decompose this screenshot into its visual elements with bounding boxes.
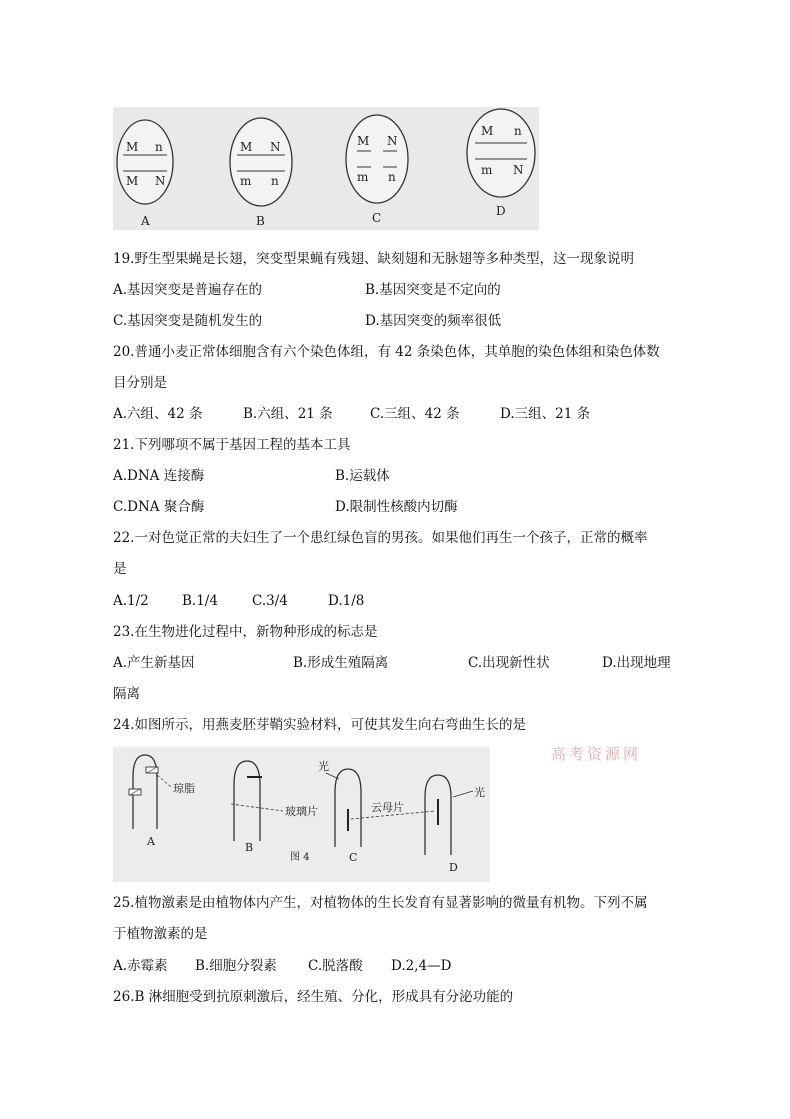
cell-a-tr: n — [155, 140, 163, 154]
light-label-c: 光 — [318, 760, 329, 773]
setup-label-d: D — [449, 861, 458, 874]
q21-option-c: C.DNA 聚合酶 — [113, 499, 205, 515]
q20-stem-line2: 目分别是 — [113, 375, 167, 391]
cell-c-tl: M — [357, 134, 370, 148]
q21-option-d: D.限制性核酸内切酶 — [335, 499, 458, 515]
cell-c-bl: m — [357, 170, 369, 184]
q26-stem: 26.B 淋细胞受到抗原刺激后，经生殖、分化，形成具有分泌功能的 — [113, 989, 514, 1005]
cell-b-tl: M — [240, 140, 253, 154]
q23-option-a: A.产生新基因 — [113, 655, 195, 671]
q23-option-b: B.形成生殖隔离 — [293, 655, 389, 671]
cell-a-br: N — [155, 174, 166, 188]
q19-option-a: A.基因突变是普遍存在的 — [113, 282, 263, 298]
cell-label-b: B — [256, 214, 265, 228]
chromosome-figure — [113, 107, 539, 230]
cell-d-tl: M — [481, 124, 494, 138]
q25-option-b: B.细胞分裂素 — [195, 958, 277, 974]
figure-caption: 图 4 — [290, 852, 310, 863]
cell-d-br: N — [513, 163, 524, 177]
q25-option-a: A.赤霉素 — [113, 958, 168, 974]
q20-option-c: C.三组、42 条 — [370, 406, 460, 422]
q22-option-a: A.1/2 — [113, 593, 149, 609]
setup-label-b: B — [245, 841, 254, 854]
coleoptile-figure — [113, 747, 490, 882]
q20-option-a: A.六组、42 条 — [113, 406, 203, 422]
cell-label-d: D — [496, 204, 506, 218]
q21-stem: 21.下列哪项不属于基因工程的基本工具 — [113, 437, 351, 453]
q21-option-b: B.运载体 — [335, 468, 390, 484]
q23-option-c: C.出现新性状 — [468, 655, 550, 671]
q19-stem: 19.野生型果蝇是长翅，突变型果蝇有残翅、缺刻翅和无脉翅等多种类型，这一现象说明 — [113, 251, 634, 267]
q22-option-b: B.1/4 — [182, 593, 218, 609]
cell-a-tl: M — [126, 140, 139, 154]
mica-label: 云母片 — [371, 801, 404, 814]
cell-label-a: A — [141, 214, 150, 228]
cell-d-tr: n — [514, 124, 522, 138]
q20-option-b: B.六组、21 条 — [243, 406, 333, 422]
q23-stem: 23.在生物进化过程中，新物种形成的标志是 — [113, 624, 378, 640]
cell-label-c: C — [372, 211, 382, 225]
q25-option-c: C.脱落酸 — [308, 958, 363, 974]
q19-option-c: C.基因突变是随机发生的 — [113, 313, 263, 329]
glass-label: 玻璃片 — [285, 805, 318, 818]
q23-option-d: D.出现地理 — [602, 655, 671, 671]
cell-d-bl: m — [481, 163, 493, 177]
q23-option-d-continued: 隔离 — [113, 686, 140, 702]
q25-stem-line1: 25.植物激素是由植物体内产生，对植物体的生长发育有显著影响的微量有机物。下列不属 — [113, 895, 648, 911]
q19-option-d: D.基因突变的频率很低 — [365, 313, 502, 329]
q22-stem-line1: 22.一对色觉正常的夫妇生了一个患红绿色盲的男孩。如果他们再生一个孩子，正常的概率 — [113, 530, 648, 546]
agar-label: 琼脂 — [173, 782, 195, 795]
cell-b-br: n — [271, 174, 279, 188]
q22-option-d: D.1/8 — [328, 593, 365, 609]
cell-c-br: n — [388, 170, 396, 184]
cell-b-tr: N — [270, 140, 281, 154]
q20-option-d: D.三组、21 条 — [500, 406, 591, 422]
cell-c-tr: N — [387, 134, 398, 148]
q25-option-d: D.2,4—D — [391, 958, 452, 974]
watermark: 高考资源网 — [551, 745, 642, 763]
q21-option-a: A.DNA 连接酶 — [113, 468, 205, 484]
cell-b-bl: m — [240, 174, 252, 188]
setup-label-a: A — [147, 835, 155, 848]
q22-stem-line2: 是 — [113, 561, 127, 577]
cell-a-bl: M — [126, 174, 139, 188]
q25-stem-line2: 于植物激素的是 — [113, 926, 208, 942]
q19-option-b: B.基因突变是不定向的 — [365, 282, 501, 298]
light-label-d: 光 — [474, 786, 485, 799]
q24-stem: 24.如图所示，用燕麦胚芽鞘实验材料，可使其发生向右弯曲生长的是 — [113, 717, 526, 733]
q20-stem-line1: 20.普通小麦正常体细胞含有六个染色体组，有 42 条染色体，其单胞的染色体组和染色体数 — [113, 344, 660, 360]
q22-option-c: C.3/4 — [252, 593, 288, 609]
setup-label-c: C — [349, 851, 358, 864]
